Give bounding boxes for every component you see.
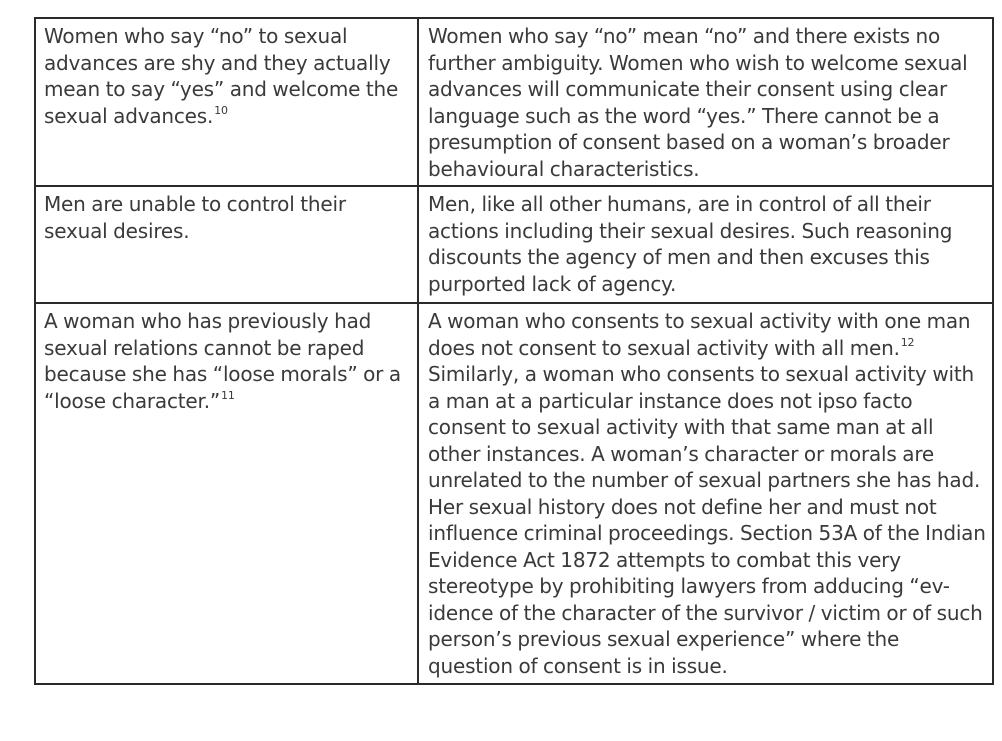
footnote-marker: 11 [221,388,235,402]
fact-text-part2: Similarly, a woman who consents to sexual activity with a man at a particular instance does not ipso facto consent to sexual activity with that same man at all other instances. A woman’s character or morals are unrelated to the number of sexual partners she has had. Her sexual history does not define her and must not influence criminal proceedings. Section 53A of the Indian Evidence Act 1872 attempts to combat this very stereotype by prohibiting lawyers from adducing “ev-idence of the character of the survivor / victim or of such person’s previous sexual experience” where the question of consent is in issue. [428,362,986,678]
myth-cell [35,303,418,684]
table-row [35,18,993,186]
myth-text: Men are unable to control their sexual desires. [44,192,346,243]
footnote-marker: 10 [214,103,228,117]
fact-text: Men, like all other humans, are in control of all their actions including their sexual desires. Such reasoning discounts the agency of men and then excuses this purported lack of agency. [428,192,953,296]
footnote-marker: 12 [900,335,915,349]
table-row [35,186,993,303]
myth-text: A woman who has previously had sexual relations cannot be raped because she has “loose morals” or a “loose character.” [44,309,401,413]
fact-cell [418,18,993,186]
myth-cell [35,186,418,303]
myth-vs-fact-table [34,17,994,685]
table-row [35,303,993,684]
myth-text: Women who say “no” to sexual advances are shy and they actually mean to say “yes” and welcome the sexual advances. [44,24,399,128]
fact-text-part1: A woman who consents to sexual activity with one man does not consent to sexual activity with all men. [428,309,971,360]
fact-cell [418,303,993,684]
fact-text: Women who say “no” mean “no” and there exists no further ambiguity. Women who wish to welcome sexual advances will communicate their consent using clear language such as the word “yes.” There cannot be a presumption of consent based on a woman’s broader behavioural characteristics. [428,24,968,181]
myth-cell [35,18,418,186]
fact-cell [418,186,993,303]
